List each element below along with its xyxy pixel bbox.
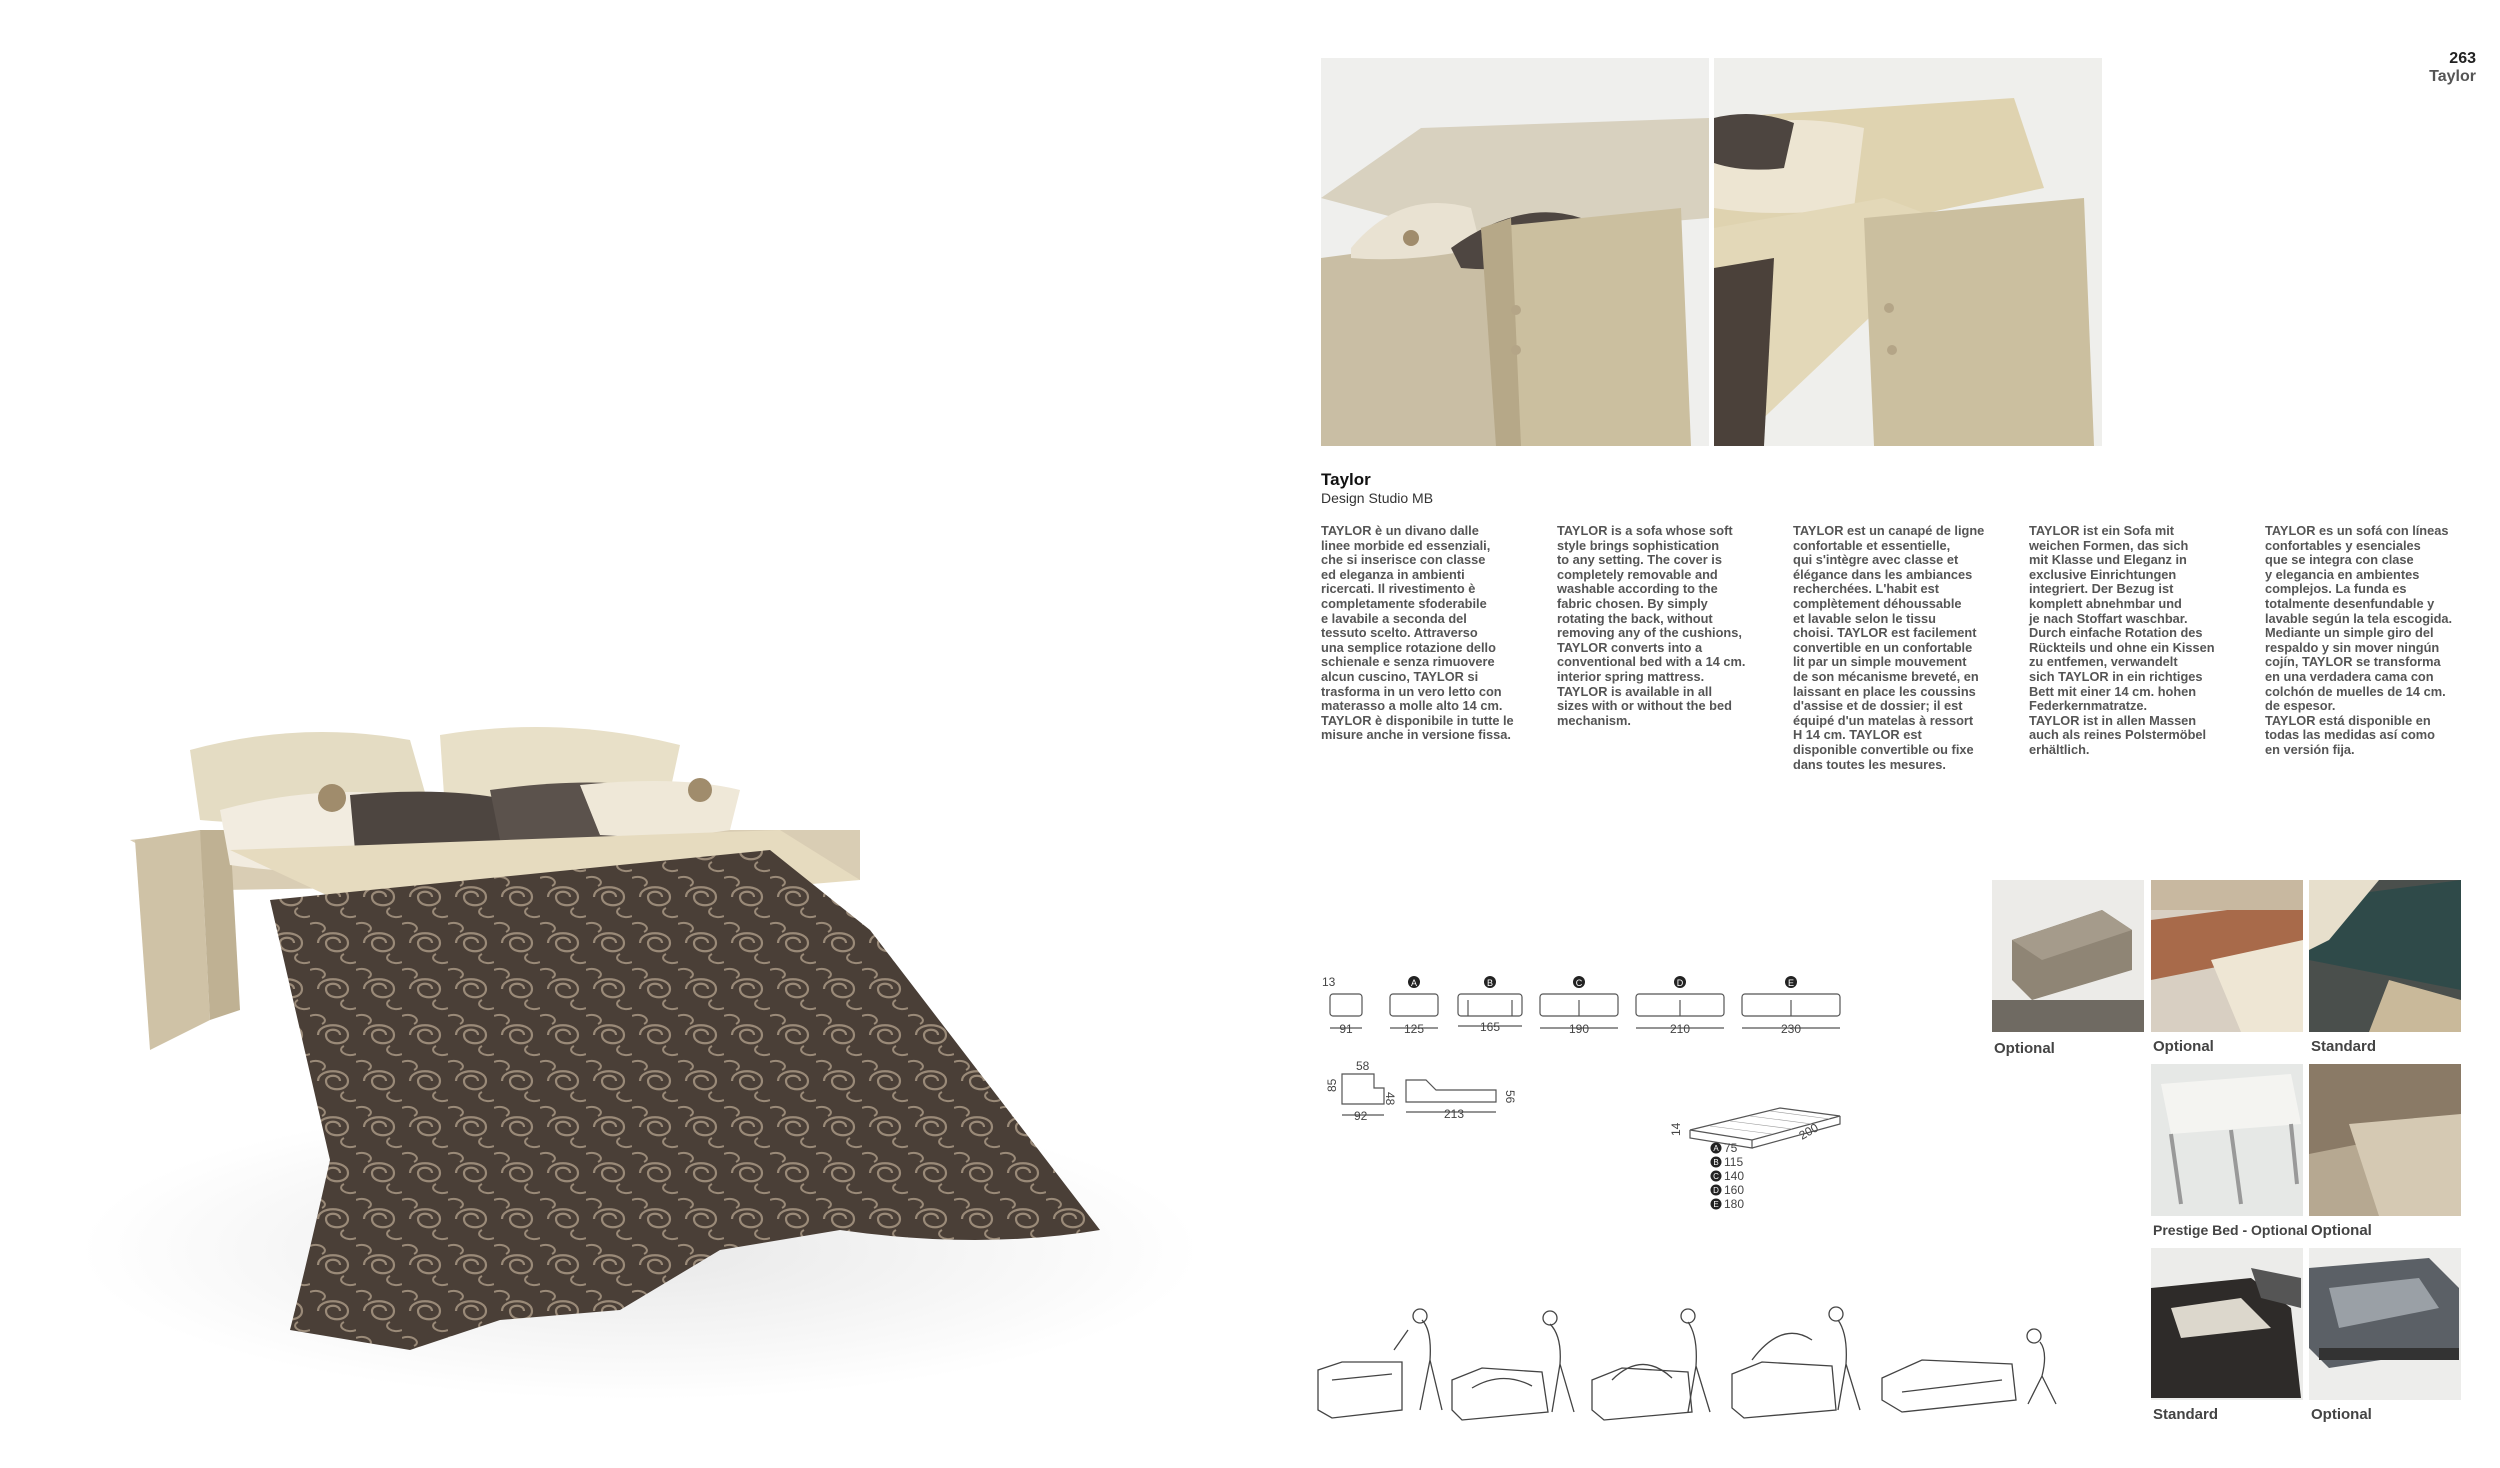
option-photo-5 bbox=[2309, 1064, 2461, 1216]
option-photo-7 bbox=[2309, 1248, 2461, 1400]
page-number: 263 bbox=[2449, 50, 2476, 67]
opening-sequence bbox=[1312, 1300, 2062, 1430]
detail-photo-armrest bbox=[1321, 58, 1709, 446]
detail-photo-bed-corner bbox=[1714, 58, 2102, 446]
page-name: Taylor bbox=[2429, 68, 2476, 85]
mattress-letter-a: A bbox=[1713, 1144, 1719, 1153]
size-width-5: 210 bbox=[1669, 1022, 1691, 1036]
size-width-1: 91 bbox=[1339, 1022, 1353, 1036]
size-width-3: 165 bbox=[1479, 1020, 1501, 1034]
description-italian: TAYLOR è un divano dalle linee morbide ed essenziali, che si inserisce con classe ed eleganza in ambienti ricercati. Il rivestimento è completamente sfoderabile e lavabile a seconda del tessuto scelto. Attraverso una semplice rotazione dello schienale e senza rimuovere alcun cuscino, TAYLOR si trasforma in un vero letto con materasso a molle alto 14 cm. TAYLOR è disponibile in tutte le misure anche in versione fissa. bbox=[1321, 523, 1514, 743]
section-bed-height: 56 bbox=[1503, 1090, 1517, 1104]
description-english: TAYLOR is a sofa whose soft style brings sophistication to any setting. The cover is completely removable and washable according to the fabric chosen. By simply rotating the back, without removing any of the cushions, TAYLOR converts into a conventional bed with a 14 cm. interior spring mattress. TAYLOR is available in all sizes with or without the bed mechanism. bbox=[1557, 523, 1746, 728]
size-width-6: 230 bbox=[1780, 1022, 1802, 1036]
section-depth: 92 bbox=[1354, 1109, 1368, 1123]
option-photo-2 bbox=[2151, 880, 2303, 1032]
section-arm: 48 bbox=[1383, 1092, 1397, 1106]
size-width-2: 125 bbox=[1403, 1022, 1425, 1036]
mattress-thickness: 14 bbox=[1669, 1122, 1683, 1136]
option-label-3: Standard bbox=[2311, 1038, 2377, 1055]
section-open-depth: 213 bbox=[1444, 1107, 1465, 1121]
section-seat-depth: 58 bbox=[1356, 1060, 1370, 1073]
option-label-5: Optional bbox=[2311, 1222, 2372, 1239]
product-title: Taylor bbox=[1321, 470, 1371, 489]
description-german: TAYLOR ist ein Sofa mit weichen Formen, das sich mit Klasse und Eleganz in exclusive Einrichtungen integriert. Der Bezug ist komplett abnehmbar und je nach Stoffart waschbar. Durch einfache Rotation des Rückteils und ohne ein Kissen zu entfemen, verwandelt sich TAYLOR in ein richtiges Bett mit einer 14 cm. hohen Federkernmatratze. TAYLOR ist in allen Massen auch als reines Polstermöbel erhältlich. bbox=[2029, 523, 2215, 757]
mattress-width-b: 115 bbox=[1724, 1155, 1744, 1169]
mattress-width-d: 160 bbox=[1724, 1183, 1745, 1197]
size-letter-d: D bbox=[1676, 978, 1684, 988]
option-photo-3 bbox=[2309, 880, 2461, 1032]
mattress-letter-d: D bbox=[1713, 1186, 1719, 1195]
option-label-1: Optional bbox=[1994, 1040, 2055, 1057]
option-label-4: Prestige Bed - Optional bbox=[2153, 1222, 2308, 1238]
size-letter-e: E bbox=[1787, 978, 1795, 988]
product-designer: Design Studio MB bbox=[1321, 490, 1434, 506]
size-letter-b: B bbox=[1486, 978, 1494, 988]
size-diagram bbox=[1318, 970, 1848, 1040]
mattress-width-c: 140 bbox=[1724, 1169, 1745, 1183]
description-spanish: TAYLOR es un sofá con líneas confortables y esenciales que se integra con clase y elegancia en ambientes complejos. La funda es totalmente desenfundable y lavable según la tela escogida. Mediante un simple giro del respaldo y sin mover ningún cojín, TAYLOR se transforma en una verdadera cama con colchón de muelles de 14 cm. de espesor. TAYLOR está disponible en todas las medidas así como en versión fija. bbox=[2265, 523, 2453, 757]
size-letter-c: C bbox=[1575, 978, 1583, 988]
option-photo-1 bbox=[1992, 880, 2144, 1032]
mattress-diagram bbox=[1660, 1090, 1860, 1220]
option-photo-4 bbox=[2151, 1064, 2303, 1216]
option-label-2: Optional bbox=[2153, 1038, 2214, 1055]
mattress-width-e: 180 bbox=[1724, 1197, 1745, 1211]
option-label-7: Optional bbox=[2311, 1406, 2372, 1423]
section-height: 85 bbox=[1325, 1078, 1339, 1092]
main-bed-photo bbox=[80, 690, 1200, 1410]
mattress-width-a: 75 bbox=[1724, 1141, 1738, 1155]
mattress-length: 200 bbox=[1796, 1120, 1821, 1143]
option-photo-6 bbox=[2151, 1248, 2303, 1400]
size-width-4: 190 bbox=[1568, 1022, 1590, 1036]
description-french: TAYLOR est un canapé de ligne confortable et essentielle, qui s'intègre avec classe et élégance dans les ambiances recherchées. L'habit est complètement déhoussable et lavable selon le tissu choisi. TAYLOR est facilement convertible en un confortable lit par un simple mouvement de son mécanisme breveté, en laissant en place les coussins d'assise et de dossier; il est équipé d'un matelas à ressort H 14 cm. TAYLOR est disponible convertible ou fixe dans toutes les mesures. bbox=[1793, 523, 1985, 772]
size-letter-a: A bbox=[1410, 978, 1418, 988]
mattress-letter-c: C bbox=[1713, 1172, 1719, 1181]
mattress-letter-b: B bbox=[1713, 1158, 1719, 1167]
size-height-label: 13 bbox=[1322, 975, 1336, 989]
section-diagram bbox=[1316, 1060, 1526, 1125]
option-label-6: Standard bbox=[2153, 1406, 2219, 1423]
mattress-letter-e: E bbox=[1713, 1200, 1719, 1209]
